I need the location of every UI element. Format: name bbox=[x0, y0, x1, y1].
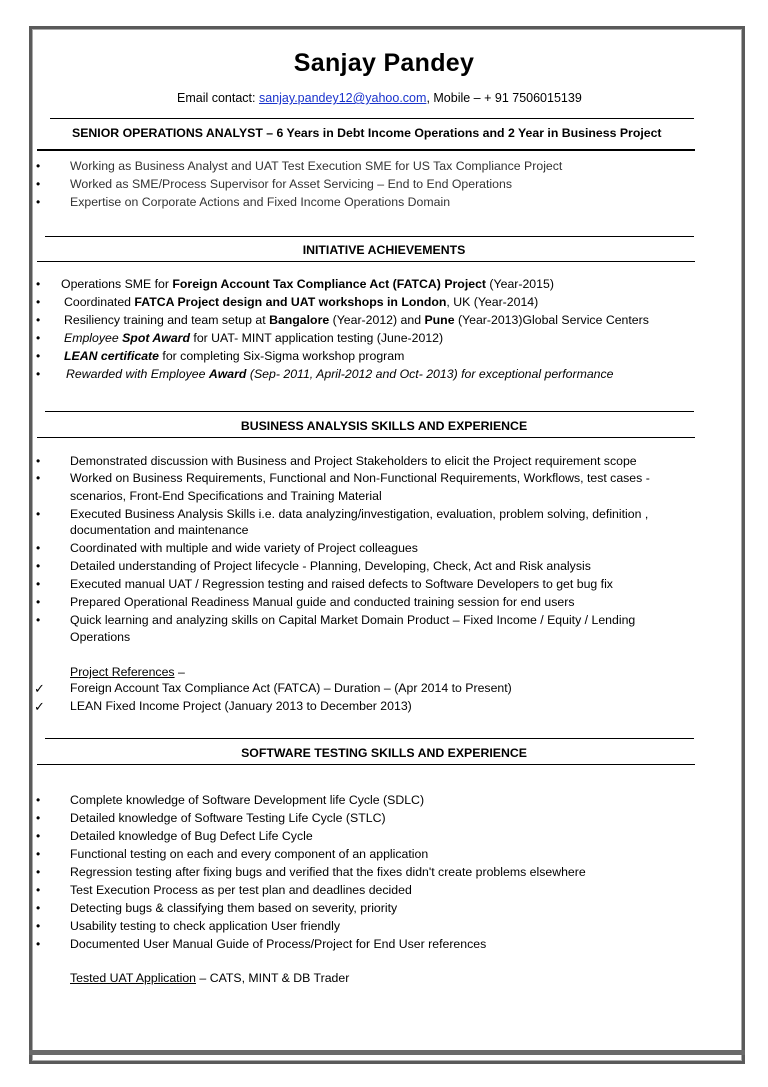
st-item: Detecting bugs & classifying them based on severity, priority bbox=[70, 901, 398, 915]
ba-item: Coordinated with multiple and wide variety of Project colleagues bbox=[70, 541, 418, 555]
project-reference-item: LEAN Fixed Income Project (January 2013 to December 2013) bbox=[70, 699, 412, 713]
divider-st-top bbox=[45, 738, 694, 739]
email-label: Email contact: bbox=[177, 91, 256, 105]
achievement-item: Coordinated FATCA Project design and UAT workshops in London, UK (Year-2014) bbox=[64, 295, 539, 309]
achievement-item: LEAN certificate for completing Six-Sigma workshop program bbox=[64, 349, 405, 363]
divider-achievements-bottom bbox=[37, 261, 695, 262]
bullet-icon: • bbox=[36, 507, 41, 521]
bullet-icon: • bbox=[36, 559, 41, 573]
ba-item: Quick learning and analyzing skills on Capital Market Domain Product – Fixed Income / Equity / Lending bbox=[70, 613, 636, 627]
bullet-icon: • bbox=[36, 595, 41, 609]
achievement-item: Operations SME for Foreign Account Tax Compliance Act (FATCA) Project (Year-2015) bbox=[61, 277, 554, 291]
bullet-icon: • bbox=[36, 367, 41, 381]
check-icon: ✓ bbox=[34, 681, 45, 696]
bullet-icon: • bbox=[36, 159, 41, 173]
st-item: Test Execution Process as per test plan and deadlines decided bbox=[70, 883, 412, 897]
achievement-item: Rewarded with Employee Award (Sep- 2011, April-2012 and Oct- 2013) for exceptional performance bbox=[66, 367, 614, 381]
candidate-name: Sanjay Pandey bbox=[293, 49, 475, 77]
summary-item: Worked as SME/Process Supervisor for Asset Servicing – End to End Operations bbox=[70, 177, 512, 191]
bullet-icon: • bbox=[36, 919, 41, 933]
bullet-icon: • bbox=[36, 471, 41, 485]
bullet-icon: • bbox=[36, 613, 41, 627]
ba-item: Worked on Business Requirements, Functional and Non-Functional Requirements, Workflows, test cases - bbox=[70, 471, 650, 485]
bullet-icon: • bbox=[36, 883, 41, 897]
section-title-software-testing: SOFTWARE TESTING SKILLS AND EXPERIENCE bbox=[241, 746, 527, 760]
bullet-icon: • bbox=[36, 577, 41, 591]
check-icon: ✓ bbox=[34, 699, 45, 714]
bullet-icon: • bbox=[36, 865, 41, 879]
ba-item-continued: documentation and maintenance bbox=[70, 523, 249, 537]
st-item: Detailed knowledge of Bug Defect Life Cycle bbox=[70, 829, 313, 843]
email-link[interactable]: sanjay.pandey12@yahoo.com bbox=[259, 91, 427, 105]
bullet-icon: • bbox=[36, 195, 41, 209]
bullet-icon: • bbox=[36, 541, 41, 555]
st-item: Functional testing on each and every component of an application bbox=[70, 847, 429, 861]
st-item: Documented User Manual Guide of Process/Project for End User references bbox=[70, 937, 487, 951]
st-item: Complete knowledge of Software Development life Cycle (SDLC) bbox=[70, 793, 425, 807]
bullet-icon: • bbox=[36, 313, 41, 327]
divider-ba-bottom bbox=[37, 437, 695, 438]
ba-item: Prepared Operational Readiness Manual guide and conducted training session for end users bbox=[70, 595, 575, 609]
bullet-icon: • bbox=[36, 847, 41, 861]
divider-headline bbox=[37, 149, 695, 151]
bullet-icon: • bbox=[36, 454, 41, 468]
ba-item: Executed Business Analysis Skills i.e. data analyzing/investigation, evaluation, problem solving, definition , bbox=[70, 507, 649, 521]
ba-item-continued: scenarios, Front-End Specifications and Training Material bbox=[70, 489, 382, 503]
contact-line bbox=[177, 91, 582, 105]
project-reference-item: Foreign Account Tax Compliance Act (FATCA) – Duration – (Apr 2014 to Present) bbox=[70, 681, 512, 695]
mobile-text: , Mobile – + 91 7506015139 bbox=[426, 91, 582, 105]
st-item: Regression testing after fixing bugs and verified that the fixes didn't create problems elsewhere bbox=[70, 865, 586, 879]
divider-achievements-top bbox=[45, 236, 694, 237]
section-title-achievements: INITIATIVE ACHIEVEMENTS bbox=[302, 243, 466, 257]
ba-item: Demonstrated discussion with Business and Project Stakeholders to elicit the Project requirement scope bbox=[70, 454, 637, 468]
section-title-business-analysis: BUSINESS ANALYSIS SKILLS AND EXPERIENCE bbox=[240, 419, 528, 433]
bullet-icon: • bbox=[36, 901, 41, 915]
summary-item: Expertise on Corporate Actions and Fixed Income Operations Domain bbox=[70, 195, 451, 209]
divider-st-bottom bbox=[37, 764, 695, 765]
bullet-icon: • bbox=[36, 277, 41, 291]
bullet-icon: • bbox=[36, 937, 41, 951]
st-item: Detailed knowledge of Software Testing Life Cycle (STLC) bbox=[70, 811, 386, 825]
summary-item: Working as Business Analyst and UAT Test Execution SME for US Tax Compliance Project bbox=[70, 159, 563, 173]
bullet-icon: • bbox=[36, 177, 41, 191]
bullet-icon: • bbox=[36, 295, 41, 309]
ba-item-continued: Operations bbox=[70, 630, 131, 644]
bullet-icon: • bbox=[36, 829, 41, 843]
bullet-icon: • bbox=[36, 331, 41, 345]
achievement-item: Resiliency training and team setup at Bangalore (Year-2012) and Pune (Year-2013)Global Service Centers bbox=[64, 313, 649, 327]
headline: SENIOR OPERATIONS ANALYST – 6 Years in Debt Income Operations and 2 Year in Business Project bbox=[72, 126, 662, 140]
bullet-icon: • bbox=[36, 811, 41, 825]
ba-item: Executed manual UAT / Regression testing and raised defects to Software Developers to get bug fix bbox=[70, 577, 613, 591]
bullet-icon: • bbox=[36, 349, 41, 363]
divider-ba-top bbox=[45, 411, 694, 412]
tested-uat-application: Tested UAT Application – CATS, MINT & DB Trader bbox=[70, 971, 350, 985]
bullet-icon: • bbox=[36, 793, 41, 807]
achievement-item: Employee Spot Award for UAT- MINT application testing (June-2012) bbox=[64, 331, 444, 345]
page-bottom-edge bbox=[29, 1050, 745, 1055]
project-references-heading: Project References – bbox=[70, 665, 185, 679]
st-item: Usability testing to check application User friendly bbox=[70, 919, 340, 933]
divider-top bbox=[50, 118, 694, 119]
ba-item: Detailed understanding of Project lifecycle - Planning, Developing, Check, Act and Risk analysis bbox=[70, 559, 591, 573]
